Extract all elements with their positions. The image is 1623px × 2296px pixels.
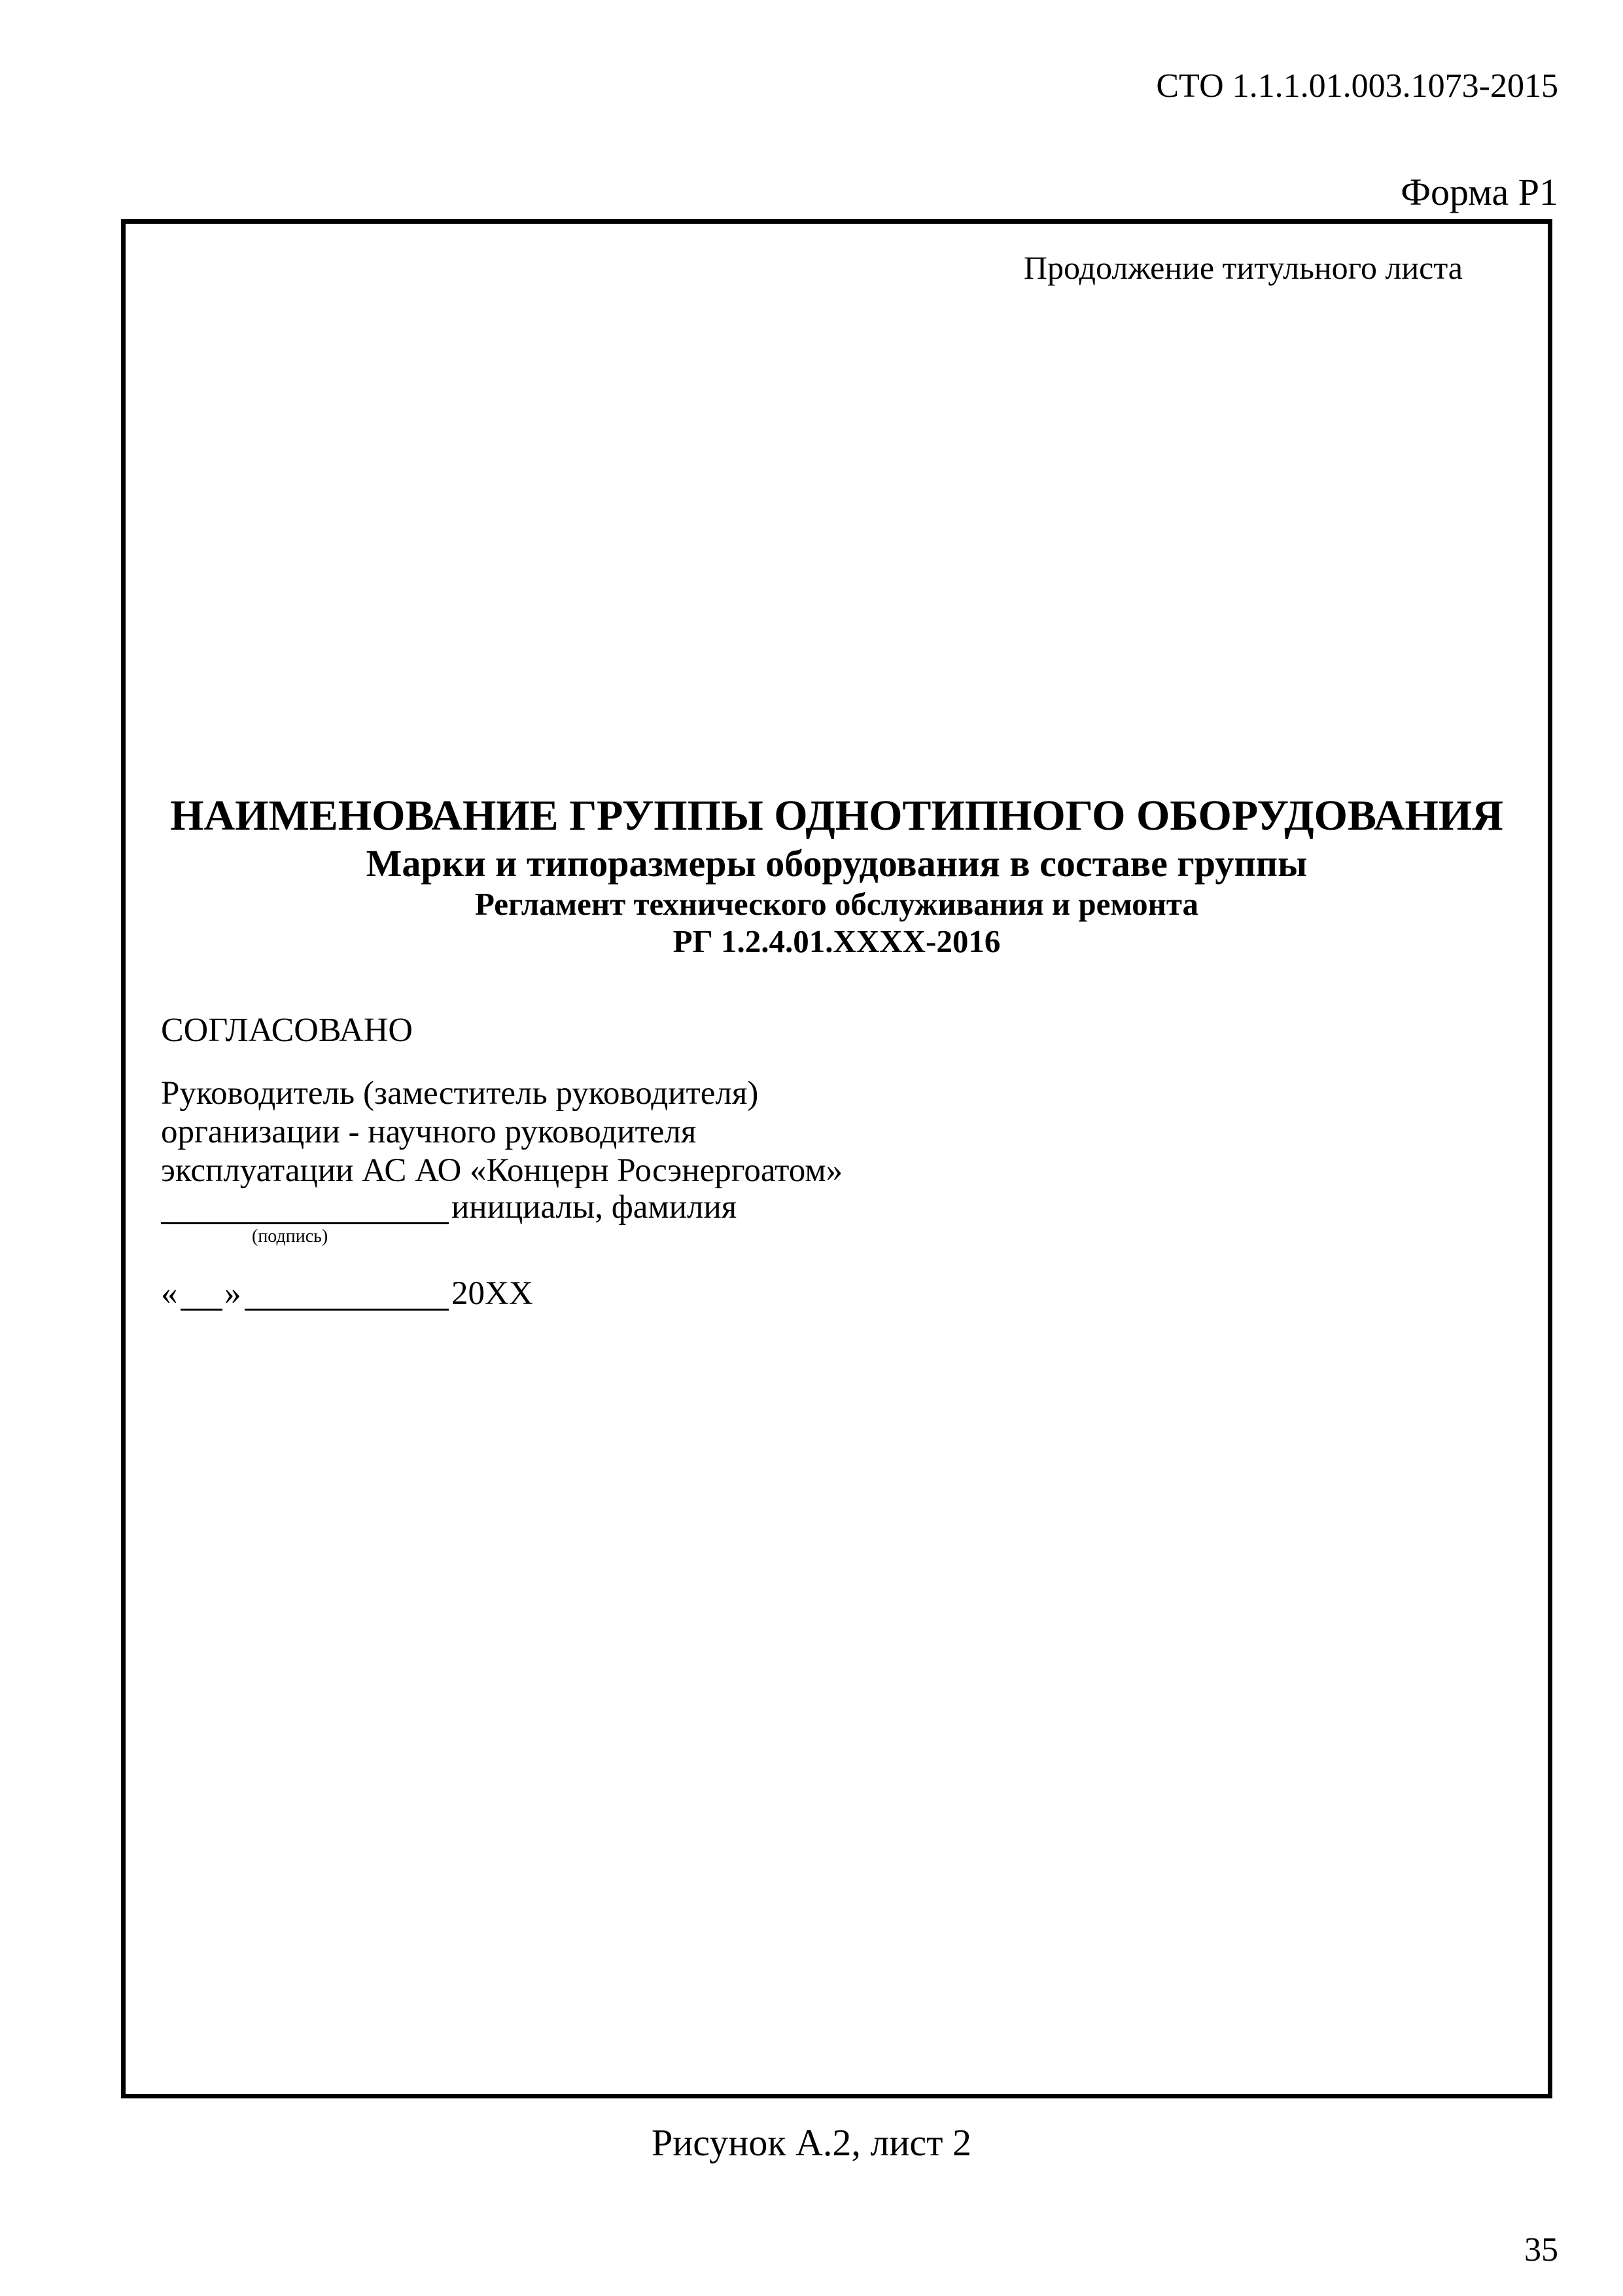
approver-position-line: организации - научного руководителя — [161, 1114, 697, 1150]
date-row — [161, 1277, 815, 1323]
approver-position — [161, 1074, 843, 1190]
approver-position-line: эксплуатации АС АО «Концерн Росэнергоатом» — [161, 1152, 843, 1189]
signature-name-placeholder: инициалы, фамилия — [451, 1189, 737, 1226]
date-day-line — [181, 1309, 222, 1311]
date-open-quote: « — [161, 1275, 178, 1312]
date-month-line — [245, 1309, 449, 1311]
continuation-note: Продолжение титульного листа — [1023, 249, 1463, 286]
equipment-group-title: НАИМЕНОВАНИЕ ГРУППЫ ОДНОТИПНОГО ОБОРУДОВАНИЯ — [170, 792, 1503, 839]
date-year: 20XX — [451, 1275, 533, 1312]
equipment-models-subtitle: Марки и типоразмеры оборудования в составе группы — [366, 842, 1308, 885]
figure-caption: Рисунок А.2, лист 2 — [652, 2121, 971, 2164]
form-label: Форма Р1 — [1401, 171, 1558, 213]
signature-row — [161, 1187, 946, 1246]
signature-caption: (подпись) — [252, 1226, 328, 1246]
title-page-frame — [121, 219, 1552, 2098]
approval-heading: СОГЛАСОВАНО — [161, 1012, 413, 1049]
date-close-quote: » — [224, 1275, 241, 1312]
page-number: 35 — [1524, 2231, 1558, 2269]
title-block — [126, 790, 1548, 961]
regulation-title: Регламент технического обслуживания и ремонта — [474, 886, 1199, 922]
approver-position-line: Руководитель (заместитель руководителя) — [161, 1075, 759, 1112]
signature-line — [161, 1222, 449, 1224]
regulation-code: РГ 1.2.4.01.XXXX-2016 — [672, 923, 1001, 959]
document-code: СТО 1.1.1.01.003.1073-2015 — [1156, 67, 1558, 105]
